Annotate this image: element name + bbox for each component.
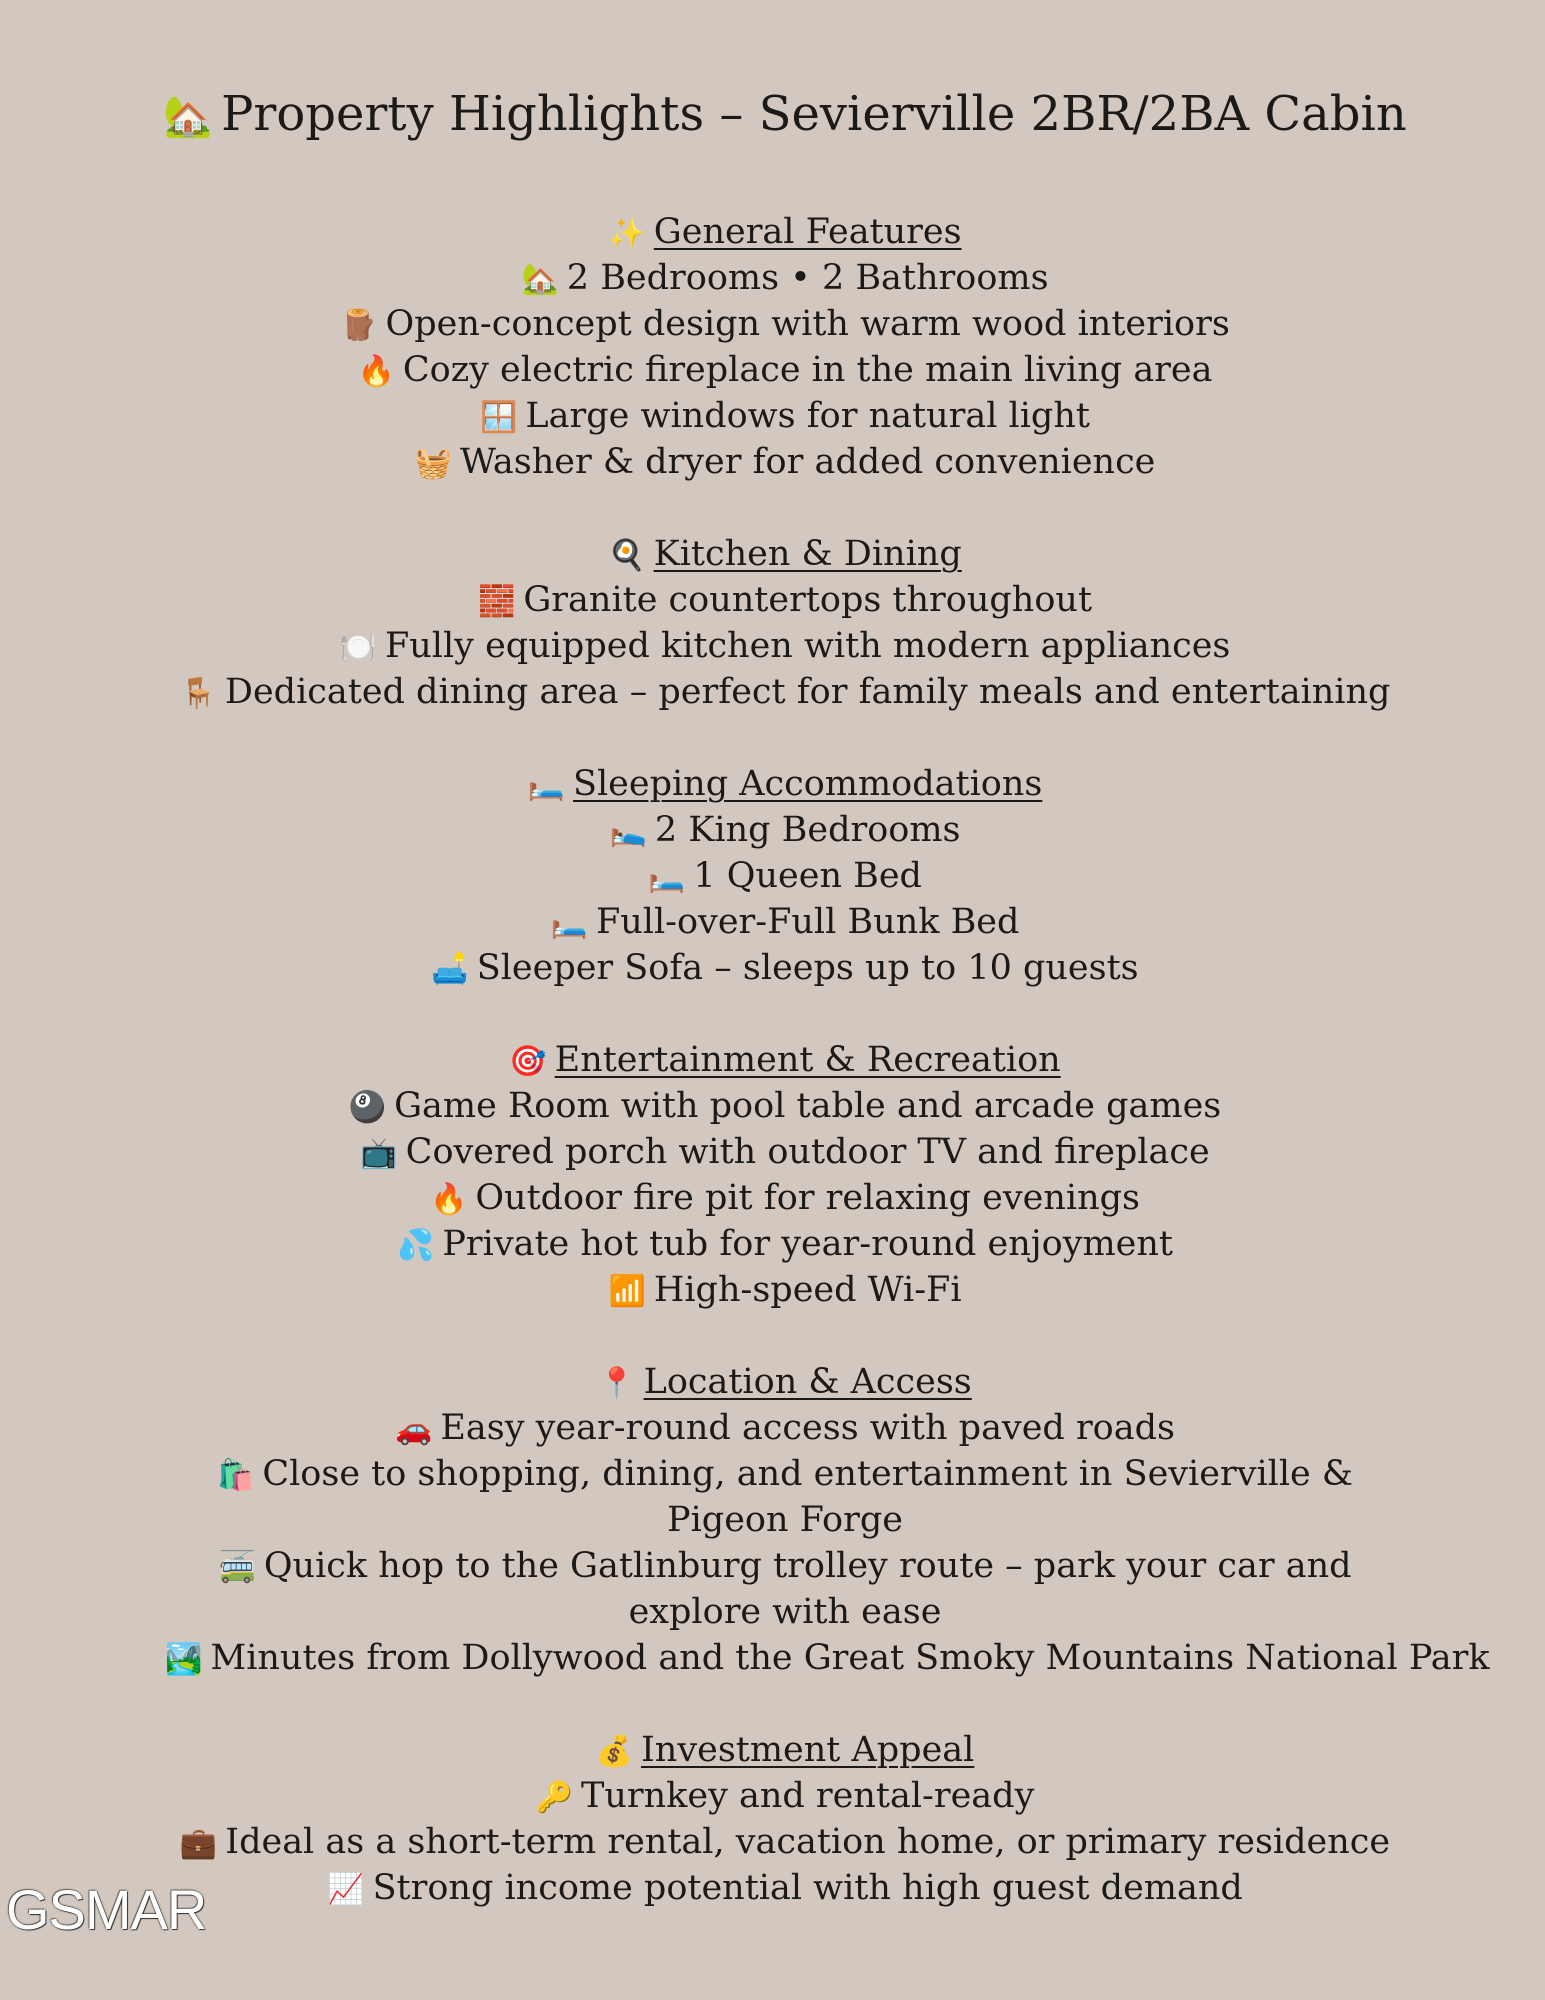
list-item-text: Easy year-round access with paved roads bbox=[440, 1408, 1175, 1448]
section-heading-text: General Features bbox=[653, 212, 962, 252]
sparkles-icon: ✨ bbox=[608, 216, 646, 251]
section-heading bbox=[165, 1359, 1405, 1405]
key-icon: 🔑 bbox=[535, 1780, 573, 1815]
list-item-text: Cozy electric fireplace in the main living area bbox=[402, 350, 1213, 390]
list-item-text: Dedicated dining area – perfect for family meals and entertaining bbox=[224, 672, 1391, 712]
water-droplets-icon: 💦 bbox=[397, 1228, 435, 1263]
wood-log-icon: 🪵 bbox=[340, 308, 378, 343]
sofa-icon: 🛋️ bbox=[431, 952, 469, 987]
money-bag-icon: 💰 bbox=[595, 1734, 633, 1769]
chart-increasing-icon: 📈 bbox=[327, 1872, 365, 1907]
section-sleeping-accommodations bbox=[165, 761, 1405, 991]
briefcase-icon: 💼 bbox=[179, 1826, 218, 1861]
list-item bbox=[165, 1405, 1405, 1451]
map-pin-icon: 📍 bbox=[598, 1366, 636, 1401]
section-heading-text: Entertainment & Recreation bbox=[554, 1040, 1061, 1080]
section-heading bbox=[165, 761, 1405, 807]
list-item-text: Covered porch with outdoor TV and fireplace bbox=[405, 1132, 1210, 1172]
pool-8-ball-icon: 🎱 bbox=[348, 1090, 387, 1125]
list-item bbox=[165, 255, 1405, 301]
list-item-text: Full-over-Full Bunk Bed bbox=[595, 902, 1020, 942]
list-item-text: Open-concept design with warm wood interiors bbox=[385, 304, 1230, 344]
list-item bbox=[165, 1543, 1405, 1635]
mountain-park-icon: 🏞️ bbox=[165, 1642, 203, 1677]
list-item-text: Strong income potential with high guest demand bbox=[372, 1868, 1243, 1908]
fire-icon: 🔥 bbox=[357, 354, 395, 389]
list-item bbox=[165, 1865, 1405, 1911]
section-general-features bbox=[165, 209, 1405, 485]
section-heading bbox=[165, 209, 1405, 255]
list-item bbox=[165, 1451, 1405, 1543]
section-heading-text: Location & Access bbox=[643, 1362, 972, 1402]
section-heading bbox=[165, 531, 1405, 577]
list-item bbox=[165, 1819, 1405, 1865]
chair-icon: 🪑 bbox=[179, 676, 217, 711]
list-item bbox=[165, 853, 1405, 899]
section-heading-text: Investment Appeal bbox=[640, 1730, 975, 1770]
list-item bbox=[165, 393, 1405, 439]
brick-icon: 🧱 bbox=[477, 584, 516, 619]
list-item-text: Minutes from Dollywood and the Great Smoky Mountains National Park bbox=[210, 1638, 1490, 1678]
list-item bbox=[165, 577, 1405, 623]
page-title-text: Property Highlights – Sevierville 2BR/2BA Cabin bbox=[221, 86, 1407, 142]
list-item-text: Game Room with pool table and arcade games bbox=[394, 1086, 1222, 1126]
bed-icon: 🛌 bbox=[609, 814, 647, 849]
list-item-text: 1 Queen Bed bbox=[693, 856, 922, 896]
list-item bbox=[165, 1221, 1405, 1267]
section-heading bbox=[165, 1727, 1405, 1773]
list-item bbox=[165, 669, 1405, 715]
list-item bbox=[165, 807, 1405, 853]
list-item bbox=[165, 301, 1405, 347]
list-item-text: Large windows for natural light bbox=[525, 396, 1090, 436]
page-title bbox=[0, 80, 1545, 148]
list-item-text: Sleeper Sofa – sleeps up to 10 guests bbox=[476, 948, 1139, 988]
section-heading bbox=[165, 1037, 1405, 1083]
laundry-basket-icon: 🧺 bbox=[414, 446, 452, 481]
car-icon: 🚗 bbox=[394, 1412, 433, 1447]
shopping-bags-icon: 🛍️ bbox=[216, 1458, 255, 1493]
television-icon: 📺 bbox=[360, 1136, 398, 1171]
list-item bbox=[165, 899, 1405, 945]
house-icon: 🏡 bbox=[163, 94, 214, 140]
list-item-text: Turnkey and rental-ready bbox=[581, 1776, 1035, 1816]
list-item-text: Private hot tub for year-round enjoyment bbox=[442, 1224, 1173, 1264]
bed-icon: 🛏️ bbox=[550, 906, 588, 941]
list-item-text: Granite countertops throughout bbox=[523, 580, 1093, 620]
list-item bbox=[165, 347, 1405, 393]
bed-icon: 🛏️ bbox=[648, 860, 686, 895]
list-item bbox=[165, 439, 1405, 485]
house-icon: 🏡 bbox=[521, 262, 559, 297]
window-icon: 🪟 bbox=[480, 400, 518, 435]
list-item-text: High-speed Wi-Fi bbox=[653, 1270, 962, 1310]
gsmar-watermark: GSMAR bbox=[6, 1878, 207, 1941]
dart-target-icon: 🎯 bbox=[509, 1044, 547, 1079]
list-item-text: Close to shopping, dining, and entertainment in Sevierville & Pigeon Forge bbox=[262, 1454, 1354, 1540]
bed-icon: 🛏️ bbox=[527, 768, 565, 803]
section-kitchen-dining bbox=[165, 531, 1405, 715]
plate-fork-knife-icon: 🍽️ bbox=[339, 630, 377, 665]
section-location-access bbox=[165, 1359, 1490, 1681]
section-heading-text: Kitchen & Dining bbox=[653, 534, 962, 574]
list-item-text: Washer & dryer for added convenience bbox=[459, 442, 1156, 482]
list-item bbox=[165, 1773, 1405, 1819]
list-item bbox=[165, 945, 1405, 991]
trolleybus-icon: 🚎 bbox=[218, 1550, 256, 1585]
list-item bbox=[165, 1129, 1405, 1175]
list-item-text: Ideal as a short-term rental, vacation home, or primary residence bbox=[225, 1822, 1391, 1862]
list-item bbox=[165, 1175, 1405, 1221]
fire-icon: 🔥 bbox=[429, 1182, 468, 1217]
list-item bbox=[165, 1267, 1405, 1313]
list-item bbox=[165, 1635, 1490, 1681]
highlights-list bbox=[165, 209, 1490, 1957]
list-item-text: Outdoor fire pit for relaxing evenings bbox=[475, 1178, 1140, 1218]
list-item-text: Fully equipped kitchen with modern appliances bbox=[384, 626, 1231, 666]
signal-bars-icon: 📶 bbox=[608, 1274, 646, 1309]
list-item bbox=[165, 623, 1405, 669]
list-item-text: Quick hop to the Gatlinburg trolley route – park your car and explore with ease bbox=[263, 1546, 1352, 1632]
section-investment-appeal bbox=[165, 1727, 1405, 1911]
list-item-text: 2 King Bedrooms bbox=[654, 810, 961, 850]
frying-pan-icon: 🍳 bbox=[608, 538, 646, 573]
section-entertainment-recreation bbox=[165, 1037, 1405, 1313]
section-heading-text: Sleeping Accommodations bbox=[572, 764, 1043, 804]
list-item bbox=[165, 1083, 1405, 1129]
list-item-text: 2 Bedrooms • 2 Bathrooms bbox=[566, 258, 1049, 298]
